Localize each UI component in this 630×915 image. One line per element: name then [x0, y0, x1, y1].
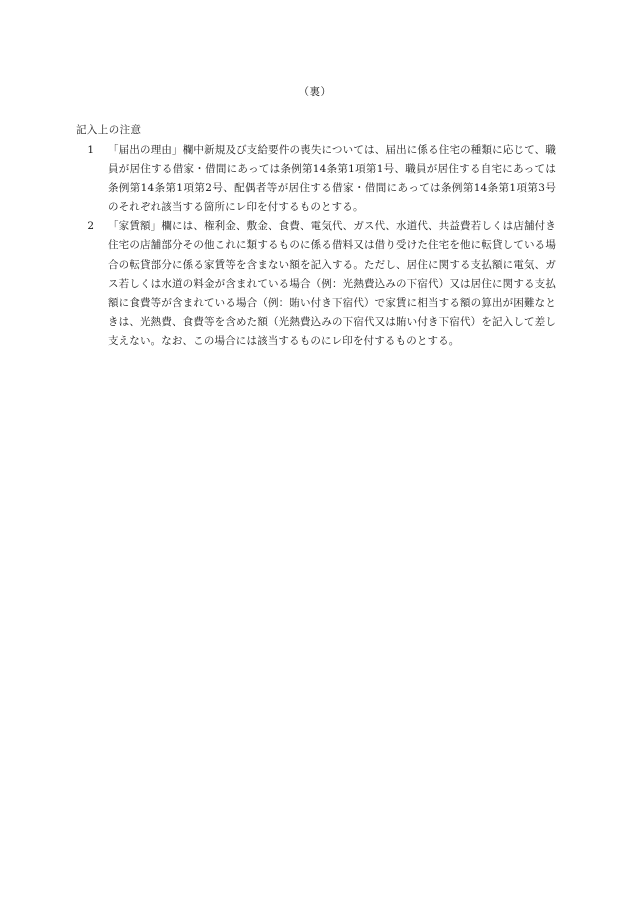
notes-heading: 記入上の注意 — [76, 124, 142, 136]
note-number: 2 — [87, 220, 94, 233]
note-text: 「家賃額」欄には、権利金、敷金、食費、電気代、ガス代、水道代、共益費若しくは店舗付き住宅の店舗部分その他これに類するものに係る借料又は借り受けた住宅を他に転貸している場合の転貸部分に係る家賃等を含まない額を記入する。ただし、居住に関する支払額に電気、ガス若しくは水道の料金が含まれている場合（例：光熱費込みの下宿代）又は居住に関する支払額に食費等が含まれている場合（例：賄い付き下宿代）で家賃に相当する額の算出が困難なときは、光熱費、食費等を含めた額（光熱費込みの下宿代又は賄い付き下宿代）を記入して差し支えない。なお、この場合には該当するものにレ印を付するものとする。 — [108, 220, 556, 347]
notes-list — [76, 141, 556, 351]
note-number: 1 — [87, 144, 94, 156]
note-text: 「届出の理由」欄中新規及び支給要件の喪失については、届出に係る住宅の種類に応じて、職員が居住する借家・借間にあっては条例第14条第1項第1号、職員が居住する自宅にあっては条例第14条第1項第2号、配偶者等が居住する借家・借間にあっては条例第14条第1項第3号のそれぞれ該当する箇所にレ印を付するものとする。 — [108, 144, 556, 214]
page-side-label — [0, 84, 630, 99]
note-item-2 — [76, 217, 556, 351]
side-label-text: （裏） — [298, 86, 332, 98]
note-item-1 — [76, 141, 556, 217]
